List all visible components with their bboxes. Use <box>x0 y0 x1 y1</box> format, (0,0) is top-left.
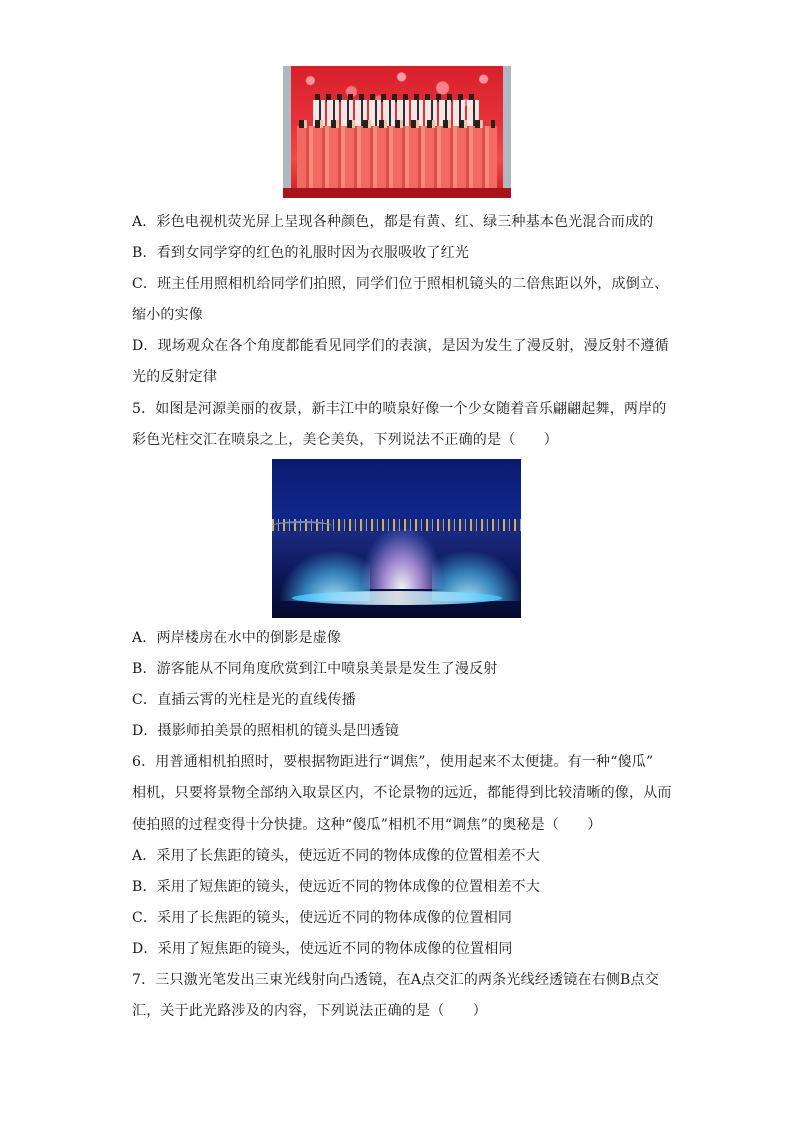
q5-stem: 5．如图是河源美丽的夜景，新丰江中的喷泉好像一个少女随着音乐翩翩起舞，两岸的 <box>132 401 667 417</box>
q4-option-c: C．班主任用照相机给同学们拍照，同学们位于照相机镜头的二倍焦距以外，成倒立、 <box>132 276 669 292</box>
q4-option-c-cont: 缩小的实像 <box>132 307 203 323</box>
q6-option-c: C．采用了长焦距的镜头，使远近不同的物体成像的位置相同 <box>132 910 513 926</box>
q6-stem-cont2: 使拍照的过程变得十分快捷。这种“傻瓜”相机不用“调焦”的奥秘是（ ） <box>132 817 602 833</box>
fountain-spray <box>362 529 442 589</box>
q5-stem-cont: 彩色光柱交汇在喷泉之上，美仑美奂，下列说法不正确的是（ ） <box>132 432 558 448</box>
q5-option-c: C．直插云霄的光柱是光的直线传播 <box>132 692 356 708</box>
q4-option-b: B．看到女同学穿的红色的礼服时因为衣服吸收了红光 <box>132 245 470 261</box>
q7-stem-cont: 汇，关于此光路涉及的内容，下列说法正确的是（ ） <box>132 1003 487 1019</box>
q6-option-b: B．采用了短焦距的镜头，使远近不同的物体成像的位置相差不大 <box>132 879 541 895</box>
q4-option-d-cont: 光的反射定律 <box>132 369 218 385</box>
q6-stem: 6．用普通相机拍照时，要根据物距进行“调焦”，使用起来不太便捷。有一种“傻瓜” <box>132 754 654 770</box>
bridge <box>272 521 332 531</box>
fountain-night-image <box>272 459 521 618</box>
q5-option-a: A．两岸楼房在水中的倒影是虚像 <box>132 630 342 646</box>
q4-option-a: A．彩色电视机荧光屏上呈现各种颜色，都是有黄、红、绿三种基本色光混合而成的 <box>132 214 654 230</box>
q6-option-d: D．采用了短焦距的镜头，使远近不同的物体成像的位置相同 <box>132 941 513 957</box>
q6-stem-cont1: 相机，只要将景物全部纳入取景区内，不论景物的远近，都能得到比较清晰的像，从而 <box>132 785 672 801</box>
q6-option-a: A．采用了长焦距的镜头，使远近不同的物体成像的位置相差不大 <box>132 848 540 864</box>
q5-option-d: D．摄影师拍美景的照相机的镜头是凹透镜 <box>132 723 400 739</box>
q7-stem: 7．三只激光笔发出三束光线射向凸透镜，在A点交汇的两条光线经透镜在右侧B点交 <box>132 972 659 988</box>
front-row-performers <box>297 126 497 188</box>
choir-performance-image <box>283 66 511 198</box>
q5-option-b: B．游客能从不同角度欣赏到江中喷泉美景是发生了漫反射 <box>132 661 498 677</box>
q4-option-d: D．现场观众在各个角度都能看见同学们的表演，是因为发生了漫反射，漫反射不遵循 <box>132 338 669 354</box>
